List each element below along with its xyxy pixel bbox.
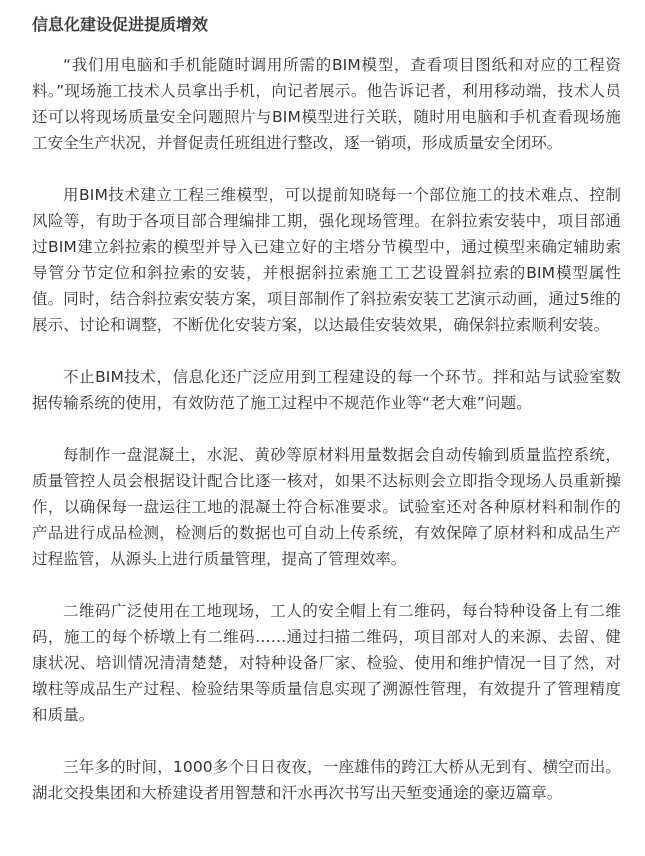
paragraph-6: 三年多的时间，1000多个日日夜夜，一座雄伟的跨江大桥从无到有、横空而出。湖北交投集团和大桥建设者用智慧和汗水再次书写出天堑变通途的豪迈篇章。 — [32, 758, 621, 802]
paragraph-4: 每制作一盘混凝土，水泥、黄砂等原材料用量数据会自动传输到质量监控系统，质量管控人员会根据设计配合比逐一核对，如果不达标则会立即指令现场人员重新操作，以确保每一盘运往工地的混凝土符合标准要求。试验室还对各种原材料和制作的产品进行成品检测，检测后的数据也可自动上传系统，有效保障了原材料和成品生产过程监管，从源头上进行质量管理，提高了管理效率。 — [32, 446, 621, 568]
article-title: 信息化建设促进提质增效 — [32, 15, 209, 34]
paragraph-5: 二维码广泛使用在工地现场，工人的安全帽上有二维码，每台特种设备上有二维码，施工的每个桥墩上有二维码……通过扫描二维码，项目部对人的来源、去留、健康状况、培训情况清清楚楚，对特种设备厂家、检验、使用和维护情况一目了然，对墩柱等成品生产过程、检验结果等质量信息实现了溯源性管理，有效提升了管理精度和质量。 — [32, 602, 621, 724]
paragraph-3: 不止BIM技术，信息化还广泛应用到工程建设的每一个环节。拌和站与试验室数据传输系统的使用，有效防范了施工过程中不规范作业等“老大难”问题。 — [32, 368, 621, 412]
paragraph-2: 用BIM技术建立工程三维模型，可以提前知晓每一个部位施工的技术难点、控制风险等，有助于各项目部合理编排工期，强化现场管理。在斜拉索安装中，项目部通过BIM建立斜拉索的模型并导入已建立好的主塔分节模型中，通过模型来确定辅助索导管分节定位和斜拉索的安装，并根据斜拉索施工工艺设置斜拉索的BIM模型属性值。同时，结合斜拉索安装方案，项目部制作了斜拉索安装工艺演示动画，通过5维的展示、讨论和调整，不断优化安装方案，以达最佳安装效果，确保斜拉索顺利安装。 — [32, 186, 621, 334]
paragraph-1: “我们用电脑和手机能随时调用所需的BIM模型，查看项目图纸和对应的工程资料。”现场施工技术人员拿出手机，向记者展示。他告诉记者，利用移动端，技术人员还可以将现场质量安全问题照片与BIM模型进行关联，随时用电脑和手机查看现场施工安全生产状况，并督促责任班组进行整改，逐一销项，形成质量安全闭环。 — [32, 56, 621, 152]
